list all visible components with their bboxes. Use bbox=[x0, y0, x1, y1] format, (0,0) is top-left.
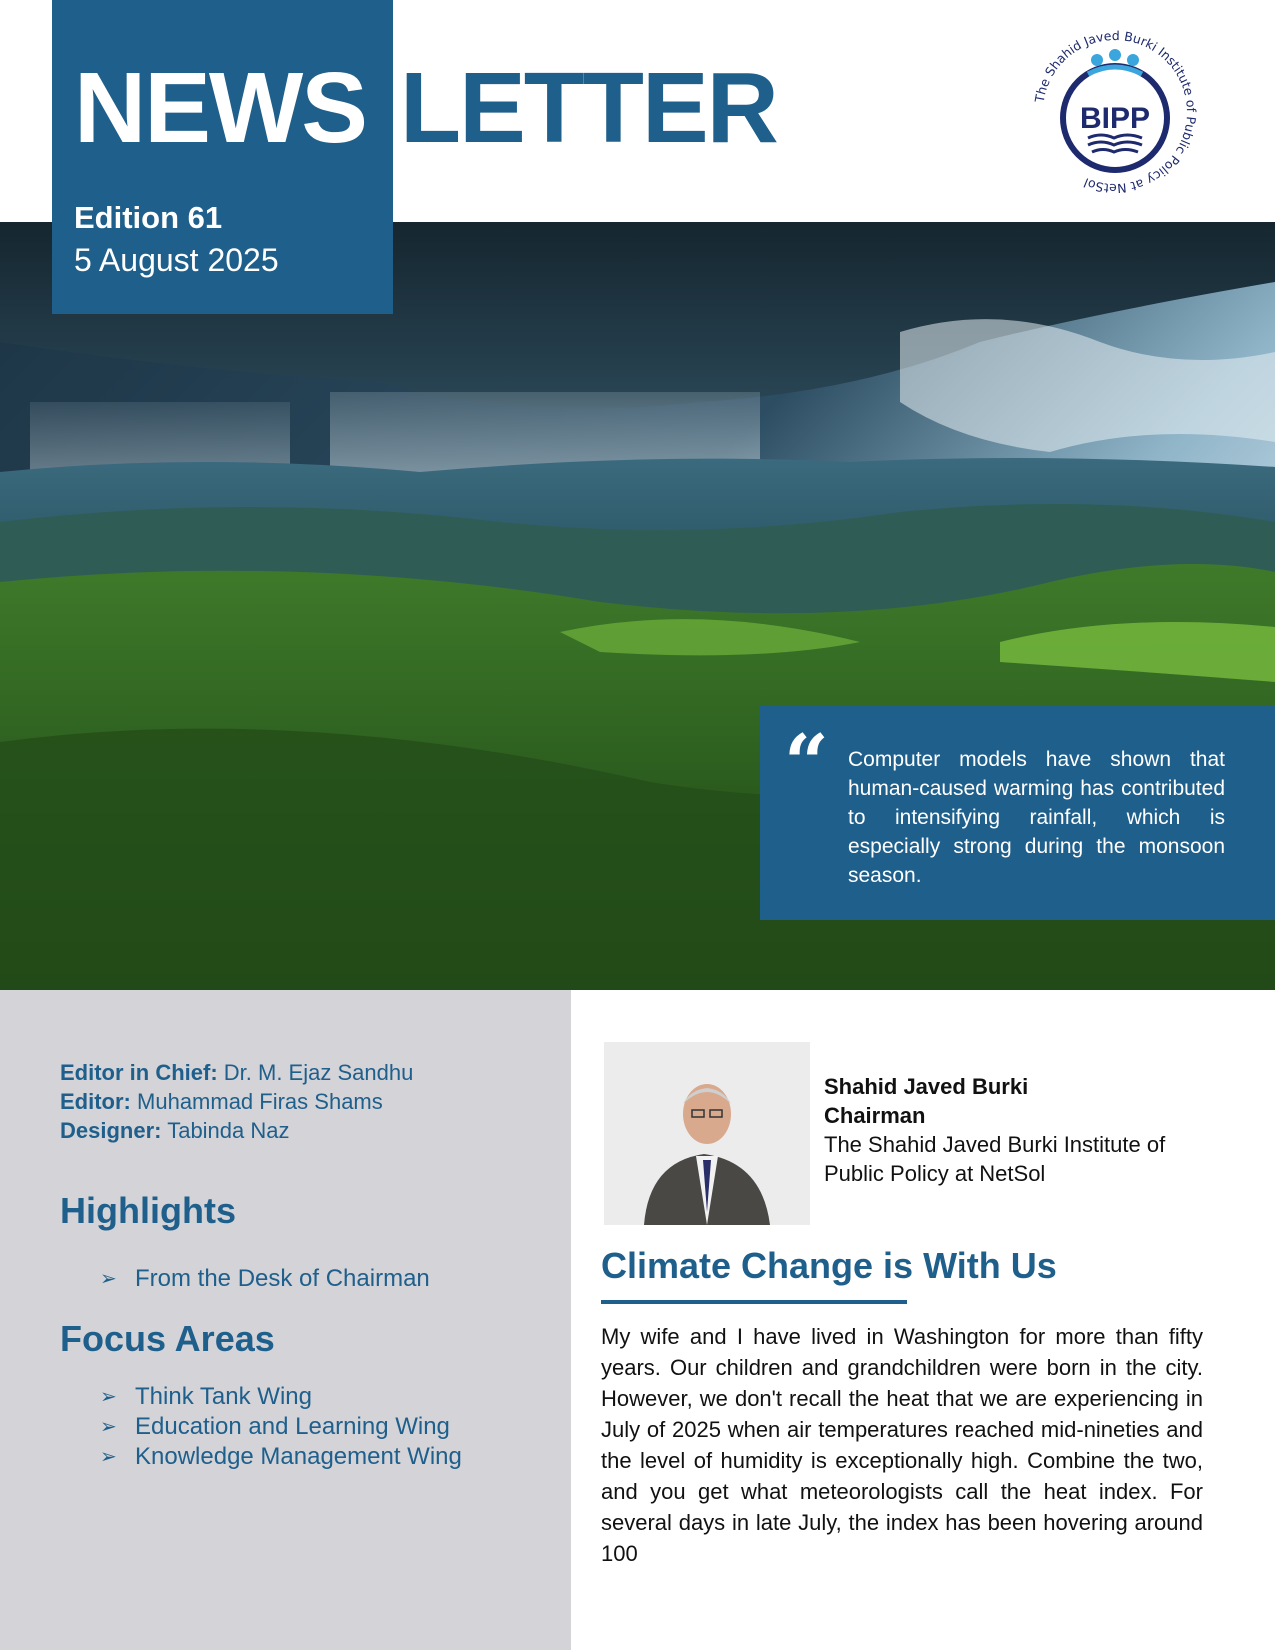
arrow-bullet-icon: ➢ bbox=[100, 1446, 117, 1468]
edition-date: 5 August 2025 bbox=[74, 242, 279, 278]
highlights-list bbox=[100, 1264, 430, 1294]
title-news: NEWS bbox=[74, 52, 366, 164]
credit-designer: Designer: Tabinda Naz bbox=[60, 1118, 290, 1143]
credit-editor: Editor: Muhammad Firas Shams bbox=[60, 1089, 383, 1114]
arrow-bullet-icon: ➢ bbox=[100, 1386, 117, 1408]
list-item[interactable]: ➢ From the Desk of Chairman bbox=[100, 1265, 430, 1292]
focus-areas-list bbox=[100, 1382, 462, 1472]
credit-editor-in-chief: Editor in Chief: Dr. M. Ejaz Sandhu bbox=[60, 1060, 414, 1085]
title-letter: LETTER bbox=[400, 52, 777, 164]
list-item[interactable]: ➢ Think Tank Wing bbox=[100, 1383, 312, 1410]
logo-abbrev: BIPP bbox=[1079, 102, 1151, 135]
author-role: Chairman bbox=[824, 1103, 926, 1128]
highlights-heading: Highlights bbox=[60, 1190, 236, 1231]
pull-quote-box bbox=[760, 705, 1275, 920]
quote-mark-icon: “ bbox=[784, 718, 829, 809]
list-item[interactable]: ➢ Education and Learning Wing bbox=[100, 1413, 450, 1440]
edition-number: Edition 61 bbox=[74, 200, 223, 235]
author-name: Shahid Javed Burki bbox=[824, 1074, 1029, 1099]
focus-areas-heading: Focus Areas bbox=[60, 1318, 275, 1359]
logo-ring-text: The Shahid Javed Burki Institute of Public Policy at NetSol bbox=[1031, 30, 1200, 195]
editorial-credits bbox=[60, 1058, 413, 1145]
author-organization: The Shahid Javed Burki Institute of Public Policy at NetSol bbox=[824, 1132, 1166, 1186]
arrow-bullet-icon: ➢ bbox=[100, 1268, 117, 1290]
title-underline bbox=[601, 1300, 907, 1304]
author-portrait bbox=[604, 1042, 810, 1225]
bipp-logo bbox=[1030, 30, 1200, 195]
article-title: Climate Change is With Us bbox=[601, 1245, 1057, 1286]
list-item[interactable]: ➢ Knowledge Management Wing bbox=[100, 1443, 462, 1470]
article-body: My wife and I have lived in Washington for more than fifty years. Our children and grandchildren were born in the city. However, we don't recall the heat that we are experiencing in July of 2025 when air temperatures reached mid-nineties and the level of humidity is exceptionally high. Combine the two, and you get what meteorologists call the heat index. For several days in late July, the index has been hovering around 100 bbox=[601, 1324, 1203, 1566]
pull-quote-text: Computer models have shown that human-caused warming has contributed to intensifying rainfall, which is especially strong during the monsoon season. bbox=[848, 748, 1225, 887]
arrow-bullet-icon: ➢ bbox=[100, 1416, 117, 1438]
